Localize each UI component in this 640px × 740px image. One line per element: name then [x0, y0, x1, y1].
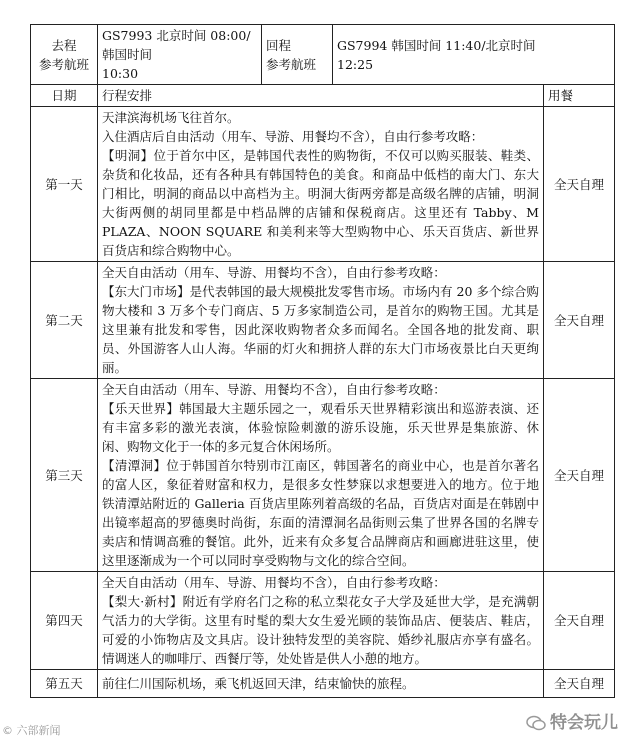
day-itinerary: [98, 670, 544, 698]
day-row: [31, 379, 615, 572]
day-row: [31, 107, 615, 262]
day-itinerary: [98, 262, 544, 379]
itinerary-paragraph: 全天自由活动（用车、导游、用餐均不含），自由行参考攻略：: [102, 382, 446, 397]
day-label: 第五天: [31, 670, 98, 698]
day-row: [31, 262, 615, 379]
column-header-row: [31, 85, 615, 107]
return-flight-value: GS7994 韩国时间 11:40/北京时间 12:25: [333, 25, 615, 85]
date-column-header: 日期: [31, 85, 98, 107]
day-itinerary: [98, 379, 544, 572]
watermark-left: © 六部新闻: [2, 724, 61, 737]
itinerary-paragraph: 入住酒店后自由活动（用车、导游、用餐均不含），自由行参考攻略：: [102, 129, 484, 144]
day-meal: 全天自理: [544, 670, 615, 698]
itinerary-paragraph: 前往仁川国际机场，乘飞机返回天津，结束愉快的旅程。: [102, 676, 415, 691]
itinerary-paragraph: 【东大门市场】是代表韩国的最大规模批发零售市场。市场内有 20 多个综合购物大楼和 3 万多个专门商店、5 万多家制造公司，是首尔的购物王国。尤其是这里兼有批发和零售，因此深收购物者众多而闻名。全国各地的批发商、职员、外国游客人山人海。华丽的灯火和拥挤人群的东大门市场夜景比白天更绚丽。: [102, 284, 539, 375]
outbound-flight-label: 去程 参考航班: [31, 25, 98, 85]
day-label: 第一天: [31, 107, 98, 262]
flight-row: [31, 25, 615, 85]
itinerary-table: [30, 24, 615, 698]
meals-column-header: 用餐: [544, 85, 615, 107]
itinerary-paragraph: 【清潭洞】位于韩国首尔特别市江南区，韩国著名的商业中心，也是首尔著名的富人区，象征着财富和权力，是很多女性梦寐以求想要进入的地方。位于地铁清潭站附近的 Galleria 百货店里陈列着高级的名品，百货店对面是在韩剧中出镜率超高的罗德奥时尚街，东面的清潭洞名品街则云集了世界各国的名牌专卖店和情调高雅的餐馆。此外，近来有众多复合品牌商店和画廊进驻这里，使这里逐渐成为一个可以同时享受购物与文化的综合空间。: [102, 458, 539, 568]
day-row: [31, 670, 615, 698]
day-meal: 全天自理: [544, 379, 615, 572]
day-itinerary: [98, 107, 544, 262]
itinerary-paragraph: 天津滨海机场飞往首尔。: [102, 110, 240, 125]
outbound-flight-value: GS7993 北京时间 08:00/韩国时间 10:30: [98, 25, 262, 85]
itinerary-paragraph: 【梨大·新村】附近有学府名门之称的私立梨花女子大学及延世大学，是充满朝气活力的大学街。这里有时髦的梨大女生爱光顾的装饰品店、便装店、鞋店，可爱的小饰物店及文具店。设计独特发型的美容院、婚纱礼服店亦享有盛名。情调迷人的咖啡厅、西餐厅等，处处皆是供人小憩的地方。: [102, 594, 539, 666]
day-meal: 全天自理: [544, 572, 615, 670]
itinerary-paragraph: 【明洞】位于首尔中区，是韩国代表性的购物街，不仅可以购买服装、鞋类、杂货和化妆品，还有各种具有韩国特色的美食。和商品中低档的南大门、东大门相比，明洞的商品以中高档为主。明洞大街两旁都是高级名牌的店铺，明洞大街两侧的胡同里都是中档品牌的店铺和保税商店。这里还有 Tabby、M PLAZA、NOON SQUARE 和美利来等大型购物中心、乐天百货店、新世界百货店和综合购物中心。: [102, 148, 539, 258]
day-label: 第四天: [31, 572, 98, 670]
itinerary-paragraph: 全天自由活动（用车、导游、用餐均不含），自由行参考攻略：: [102, 265, 446, 280]
day-row: [31, 572, 615, 670]
day-label: 第三天: [31, 379, 98, 572]
chat-bubble-icon: [526, 715, 546, 731]
watermark-right: [526, 708, 618, 733]
return-flight-label: 回程 参考航班: [262, 25, 333, 85]
itinerary-paragraph: 全天自由活动（用车、导游、用餐均不含），自由行参考攻略：: [102, 575, 446, 590]
watermark-right-text: 特会玩儿: [550, 713, 618, 733]
day-itinerary: [98, 572, 544, 670]
day-meal: 全天自理: [544, 107, 615, 262]
day-meal: 全天自理: [544, 262, 615, 379]
itinerary-column-header: 行程安排: [98, 85, 544, 107]
day-label: 第二天: [31, 262, 98, 379]
itinerary-paragraph: 【乐天世界】韩国最大主题乐园之一，观看乐天世界精彩演出和巡游表演、还有丰富多彩的激光表演，体验惊险刺激的游乐设施，乐天世界是集旅游、休闲、购物文化于一体的多元复合休闲场所。: [102, 401, 539, 454]
